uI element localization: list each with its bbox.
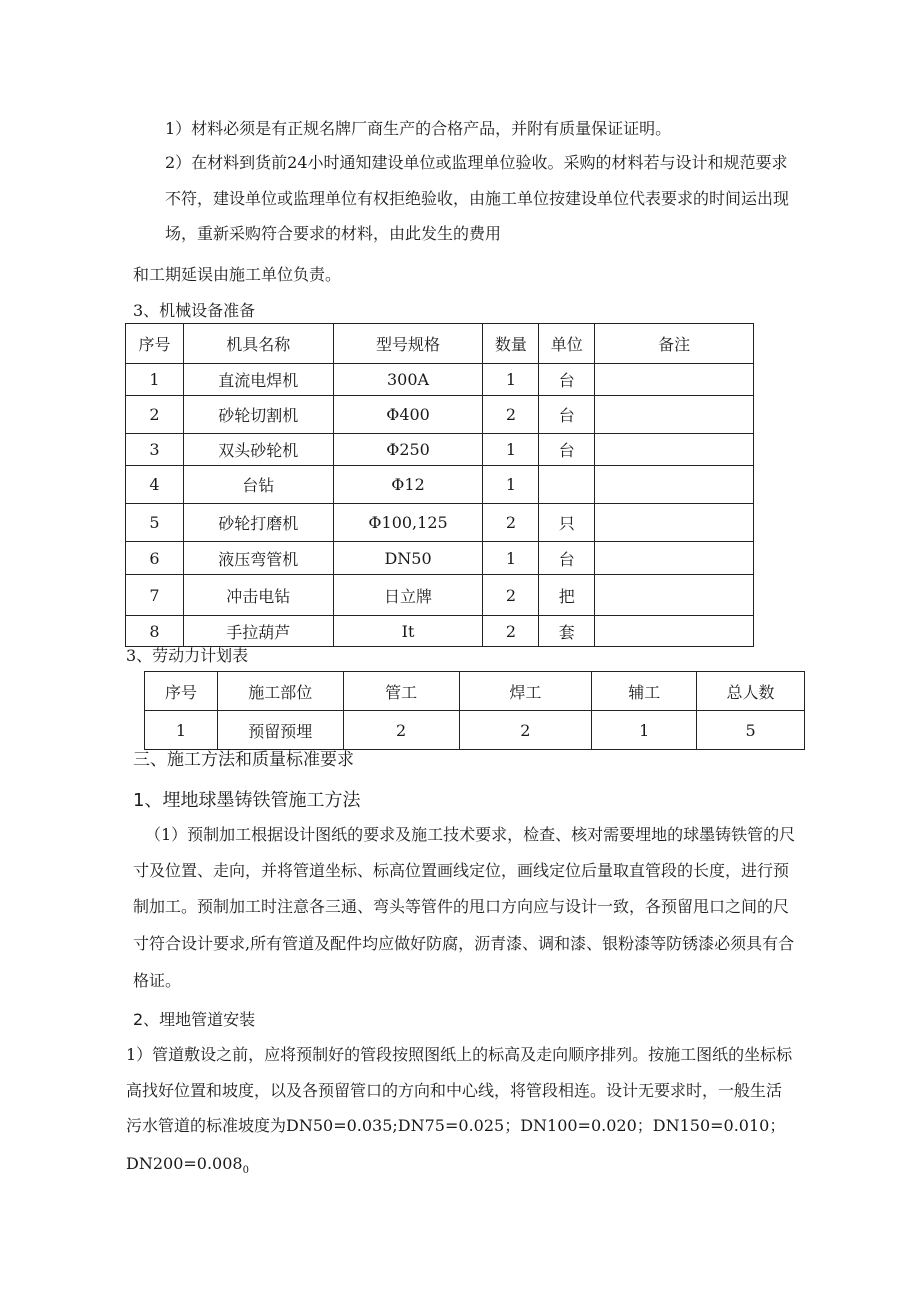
table-cell: 2	[343, 711, 459, 750]
labor-table	[144, 671, 805, 750]
header-cell: 施工部位	[217, 672, 343, 711]
table-cell: 2	[126, 396, 184, 434]
header-cell: 型号规格	[333, 324, 483, 364]
header-cell: 序号	[126, 324, 184, 364]
para-delivery-line-4: 和工期延误由施工单位负责。	[133, 265, 342, 284]
subsection-1-line-2: 寸及位置、走向，并将管道坐标、标高位置画线定位，画线定位后量取直管段的长度，进行预	[133, 861, 790, 880]
table-cell: 液压弯管机	[183, 542, 333, 575]
table-cell: It	[333, 616, 483, 647]
table-cell: 砂轮打磨机	[183, 504, 333, 542]
subsection-1-line-1: （1）预制加工根据设计图纸的要求及施工技术要求，检查、核对需要埋地的球墨铸铁管的尺	[145, 825, 796, 844]
table-cell	[595, 364, 754, 396]
table-cell	[595, 575, 754, 616]
equipment-table	[125, 323, 754, 647]
table-cell: 7	[126, 575, 184, 616]
table-cell	[595, 542, 754, 575]
table-cell: 1	[483, 466, 539, 504]
para-delivery-line-1: 2）在材料到货前24小时通知建设单位或监理单位验收。采购的材料若与设计和规范要求	[165, 153, 788, 172]
subsection-1-line-3: 制加工。预制加工时注意各三通、弯头等管件的甩口方向应与设计一致，各预留甩口之间的尺	[133, 897, 790, 916]
table-cell: 5	[126, 504, 184, 542]
table-cell: Φ250	[333, 434, 483, 466]
labor-header-row	[145, 672, 805, 711]
para-material-requirement: 1）材料必须是有正规名牌厂商生产的合格产品，并附有质量保证证明。	[165, 119, 672, 138]
subsection-2-line-3: 污水管道的标准坡度为DN50=0.035;DN75=0.025；DN100=0.020；DN150=0.010；	[126, 1116, 786, 1135]
table-cell: 1	[483, 364, 539, 396]
table-cell: 1	[145, 711, 218, 750]
table-cell: 8	[126, 616, 184, 647]
labor-heading: 3、劳动力计划表	[126, 646, 249, 665]
table-cell: 2	[483, 616, 539, 647]
table-cell: Φ100,125	[333, 504, 483, 542]
table-row	[126, 616, 754, 647]
table-cell	[595, 434, 754, 466]
table-cell	[595, 396, 754, 434]
table-cell: 2	[483, 504, 539, 542]
para-delivery-line-3: 场，重新采购符合要求的材料，由此发生的费用	[165, 224, 502, 243]
table-row	[145, 711, 805, 750]
table-cell: 1	[483, 542, 539, 575]
table-cell: 手拉葫芦	[183, 616, 333, 647]
table-cell: 冲击电钻	[183, 575, 333, 616]
table-cell	[595, 616, 754, 647]
equipment-heading: 3、机械设备准备	[133, 301, 256, 320]
table-cell: 砂轮切割机	[183, 396, 333, 434]
subsection-1-title: 1、埋地球墨铸铁管施工方法	[133, 790, 361, 811]
table-row	[126, 504, 754, 542]
table-cell: 日立牌	[333, 575, 483, 616]
subsection-1-line-5: 格证。	[133, 971, 182, 990]
header-cell: 辅工	[592, 672, 697, 711]
table-row	[126, 466, 754, 504]
table-cell: 套	[539, 616, 595, 647]
subsection-1-line-4: 寸符合设计要求,所有管道及配件均应做好防腐，沥青漆、调和漆、银粉漆等防锈漆必须具有合	[133, 934, 795, 953]
subsection-2-line-1: 1）管道敷设之前，应将预制好的管段按照图纸上的标高及走向顺序排列。按施工图纸的坐标标	[126, 1045, 793, 1064]
subscript-zero: 0	[242, 1165, 249, 1177]
slope-dn200-text: DN200=0.008	[126, 1154, 243, 1173]
table-cell: 6	[126, 542, 184, 575]
header-cell: 总人数	[697, 672, 805, 711]
table-cell: 只	[539, 504, 595, 542]
para-delivery-line-2: 不符，建设单位或监理单位有权拒绝验收，由施工单位按建设单位代表要求的时间运出现	[165, 189, 790, 208]
table-row	[126, 542, 754, 575]
table-cell: 2	[483, 396, 539, 434]
equipment-header-row	[126, 324, 754, 364]
header-cell: 管工	[343, 672, 459, 711]
table-cell: 4	[126, 466, 184, 504]
table-cell: 2	[483, 575, 539, 616]
subsection-2-line-4	[126, 1156, 249, 1176]
table-cell: 台钻	[183, 466, 333, 504]
table-cell	[595, 466, 754, 504]
header-cell: 单位	[539, 324, 595, 364]
table-cell: 1	[483, 434, 539, 466]
table-cell	[539, 466, 595, 504]
table-cell: 台	[539, 364, 595, 396]
table-cell: 预留预埋	[217, 711, 343, 750]
table-cell: 300A	[333, 364, 483, 396]
section-3-title: 三、施工方法和质量标准要求	[133, 750, 354, 770]
table-cell: 直流电焊机	[183, 364, 333, 396]
header-cell: 序号	[145, 672, 218, 711]
table-cell: 把	[539, 575, 595, 616]
table-cell: Φ400	[333, 396, 483, 434]
header-cell: 机具名称	[183, 324, 333, 364]
header-cell: 焊工	[459, 672, 592, 711]
subsection-2-title: 2、埋地管道安装	[133, 1010, 256, 1029]
table-cell: 台	[539, 542, 595, 575]
table-cell: 1	[592, 711, 697, 750]
table-cell	[595, 504, 754, 542]
header-cell: 备注	[595, 324, 754, 364]
table-cell: 台	[539, 434, 595, 466]
subsection-2-line-2: 高找好位置和坡度，以及各预留管口的方向和中心线，将管段相连。设计无要求时，一般生活	[126, 1081, 783, 1100]
table-cell: 1	[126, 364, 184, 396]
table-cell: 双头砂轮机	[183, 434, 333, 466]
table-cell: Φ12	[333, 466, 483, 504]
header-cell: 数量	[483, 324, 539, 364]
table-cell: 3	[126, 434, 184, 466]
table-row	[126, 396, 754, 434]
table-cell: 台	[539, 396, 595, 434]
table-cell: 5	[697, 711, 805, 750]
table-row	[126, 575, 754, 616]
table-row	[126, 434, 754, 466]
table-cell: DN50	[333, 542, 483, 575]
table-row	[126, 364, 754, 396]
table-cell: 2	[459, 711, 592, 750]
